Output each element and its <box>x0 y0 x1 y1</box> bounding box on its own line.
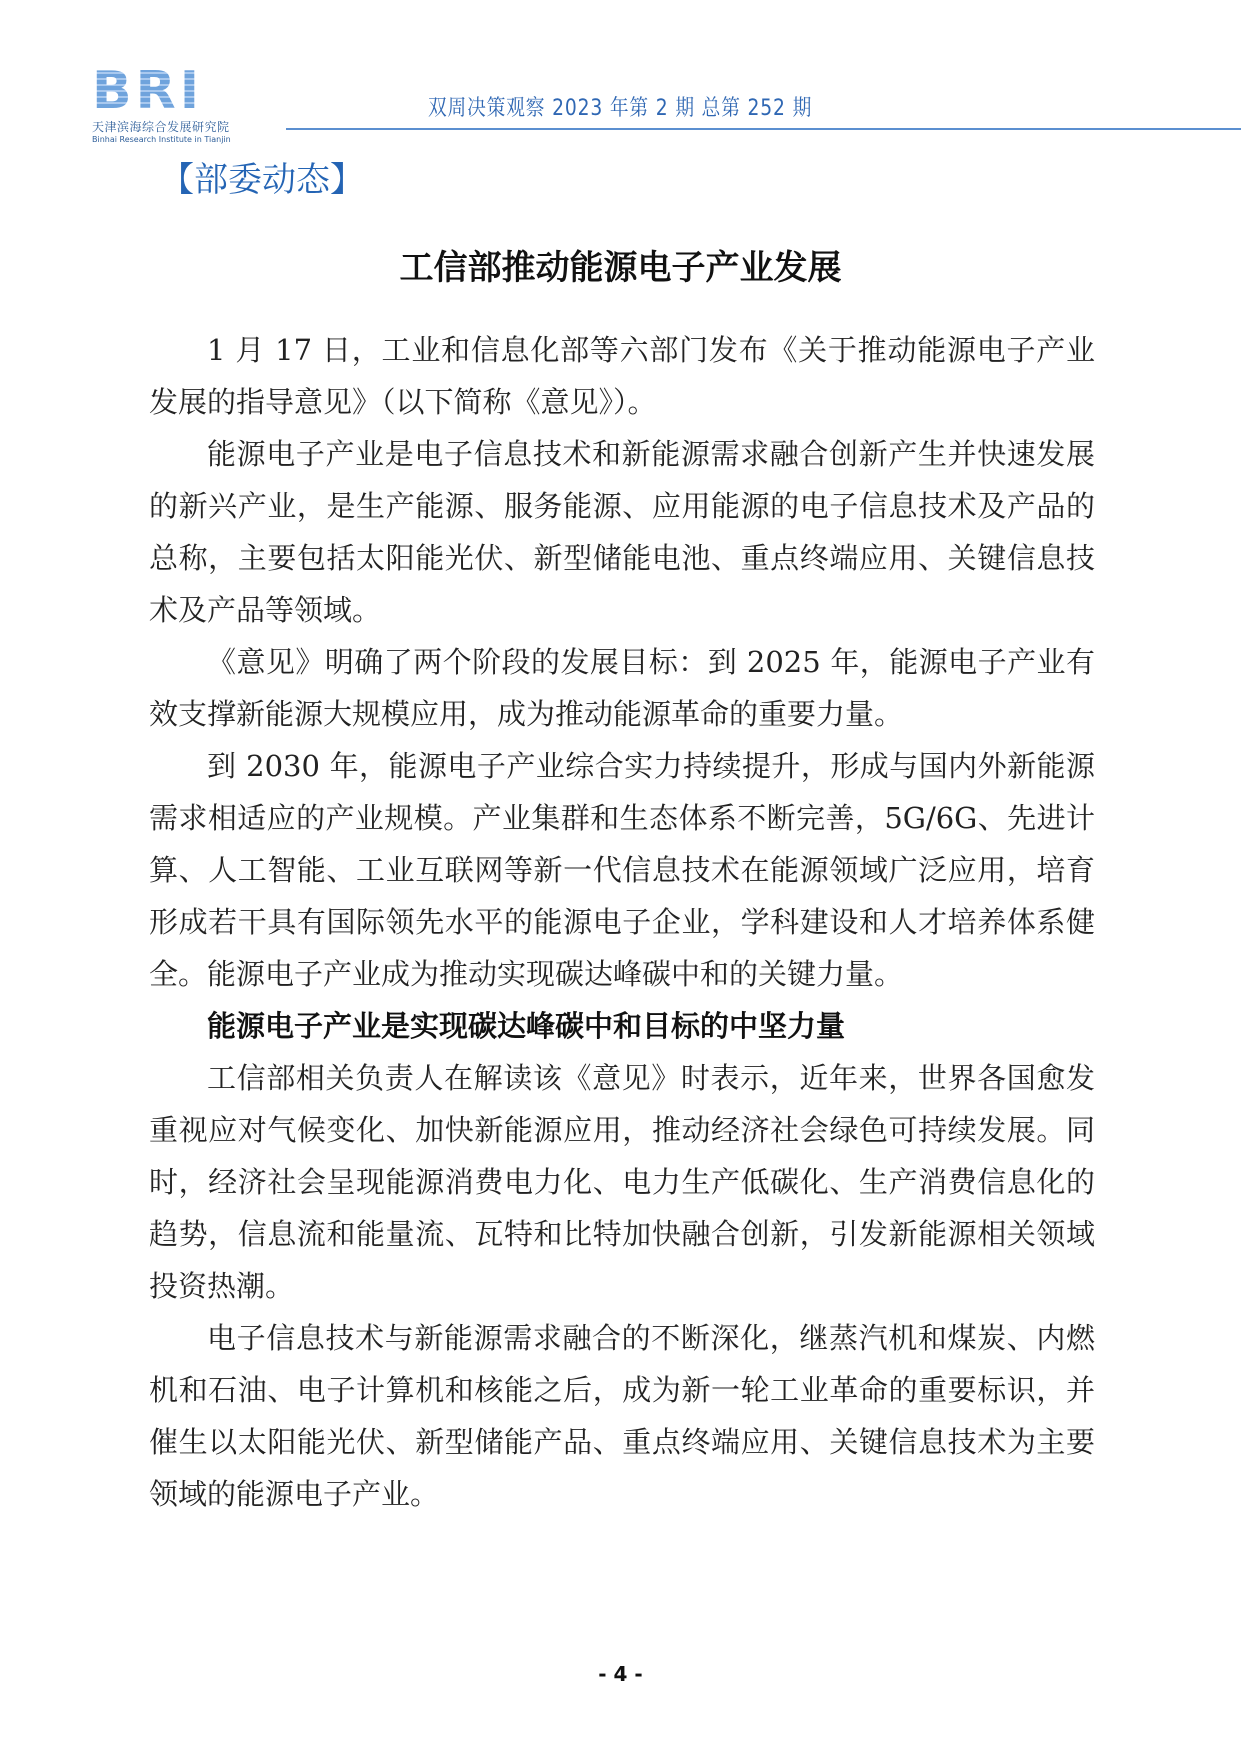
paragraph: 能源电子产业是电子信息技术和新能源需求融合创新产生并快速发展的新兴产业，是生产能源、服务能源、应用能源的电子信息技术及产品的总称，主要包括太阳能光伏、新型储能电池、重点终端应用、关键信息技术及产品等领域。 <box>149 437 1095 627</box>
logo-english-name: Binhai Research Institute in Tianjin <box>92 135 231 144</box>
issue-info: 双周决策观察 2023 年第 2 期 总第 252 期 <box>428 96 813 121</box>
section-subheading: 能源电子产业是实现碳达峰碳中和目标的中坚力量 <box>207 1009 846 1043</box>
logo-wordmark <box>92 61 282 121</box>
logo-chinese-name: 天津滨海综合发展研究院 <box>92 120 230 134</box>
paragraph: 电子信息技术与新能源需求融合的不断深化，继蒸汽机和煤炭、内燃机和石油、电子计算机和核能之后，成为新一轮工业革命的重要标识，并催生以太阳能光伏、新型储能产品、重点终端应用、关键信息技术为主要领域的能源电子产业。 <box>149 1321 1095 1511</box>
article-title: 工信部推动能源电子产业发展 <box>399 248 842 288</box>
bri-logo <box>92 61 282 148</box>
header-divider <box>286 128 1241 130</box>
section-tag: 【部委动态】 <box>160 160 364 200</box>
logo-letter-b: B <box>92 61 134 121</box>
paragraph: 到 2030 年，能源电子产业综合实力持续提升，形成与国内外新能源需求相适应的产业规模。产业集群和生态体系不断完善，5G/6G、先进计算、人工智能、工业互联网等新一代信息技术在能源领域广泛应用，培育形成若干具有国际领先水平的能源电子企业，学科建设和人才培养体系健全。能源电子产业成为推动实现碳达峰碳中和的关键力量。 <box>149 749 1095 991</box>
page-number: - 4 - <box>598 1662 643 1686</box>
paragraph: 工信部相关负责人在解读该《意见》时表示，近年来，世界各国愈发重视应对气候变化、加快新能源应用，推动经济社会绿色可持续发展。同时，经济社会呈现能源消费电力化、电力生产低碳化、生产消费信息化的趋势，信息流和能量流、瓦特和比特加快融合创新，引发新能源相关领域投资热潮。 <box>149 1061 1095 1303</box>
logo-letter-i: I <box>179 61 202 121</box>
article-body <box>149 324 1095 1520</box>
paragraph: 《意见》明确了两个阶段的发展目标：到 2025 年，能源电子产业有效支撑新能源大规模应用，成为推动能源革命的重要力量。 <box>149 645 1095 731</box>
logo-letter-r: R <box>135 61 178 121</box>
paragraph: 1 月 17 日，工业和信息化部等六部门发布《关于推动能源电子产业发展的指导意见》（以下简称《意见》）。 <box>149 333 1095 419</box>
page-header <box>0 0 1241 144</box>
